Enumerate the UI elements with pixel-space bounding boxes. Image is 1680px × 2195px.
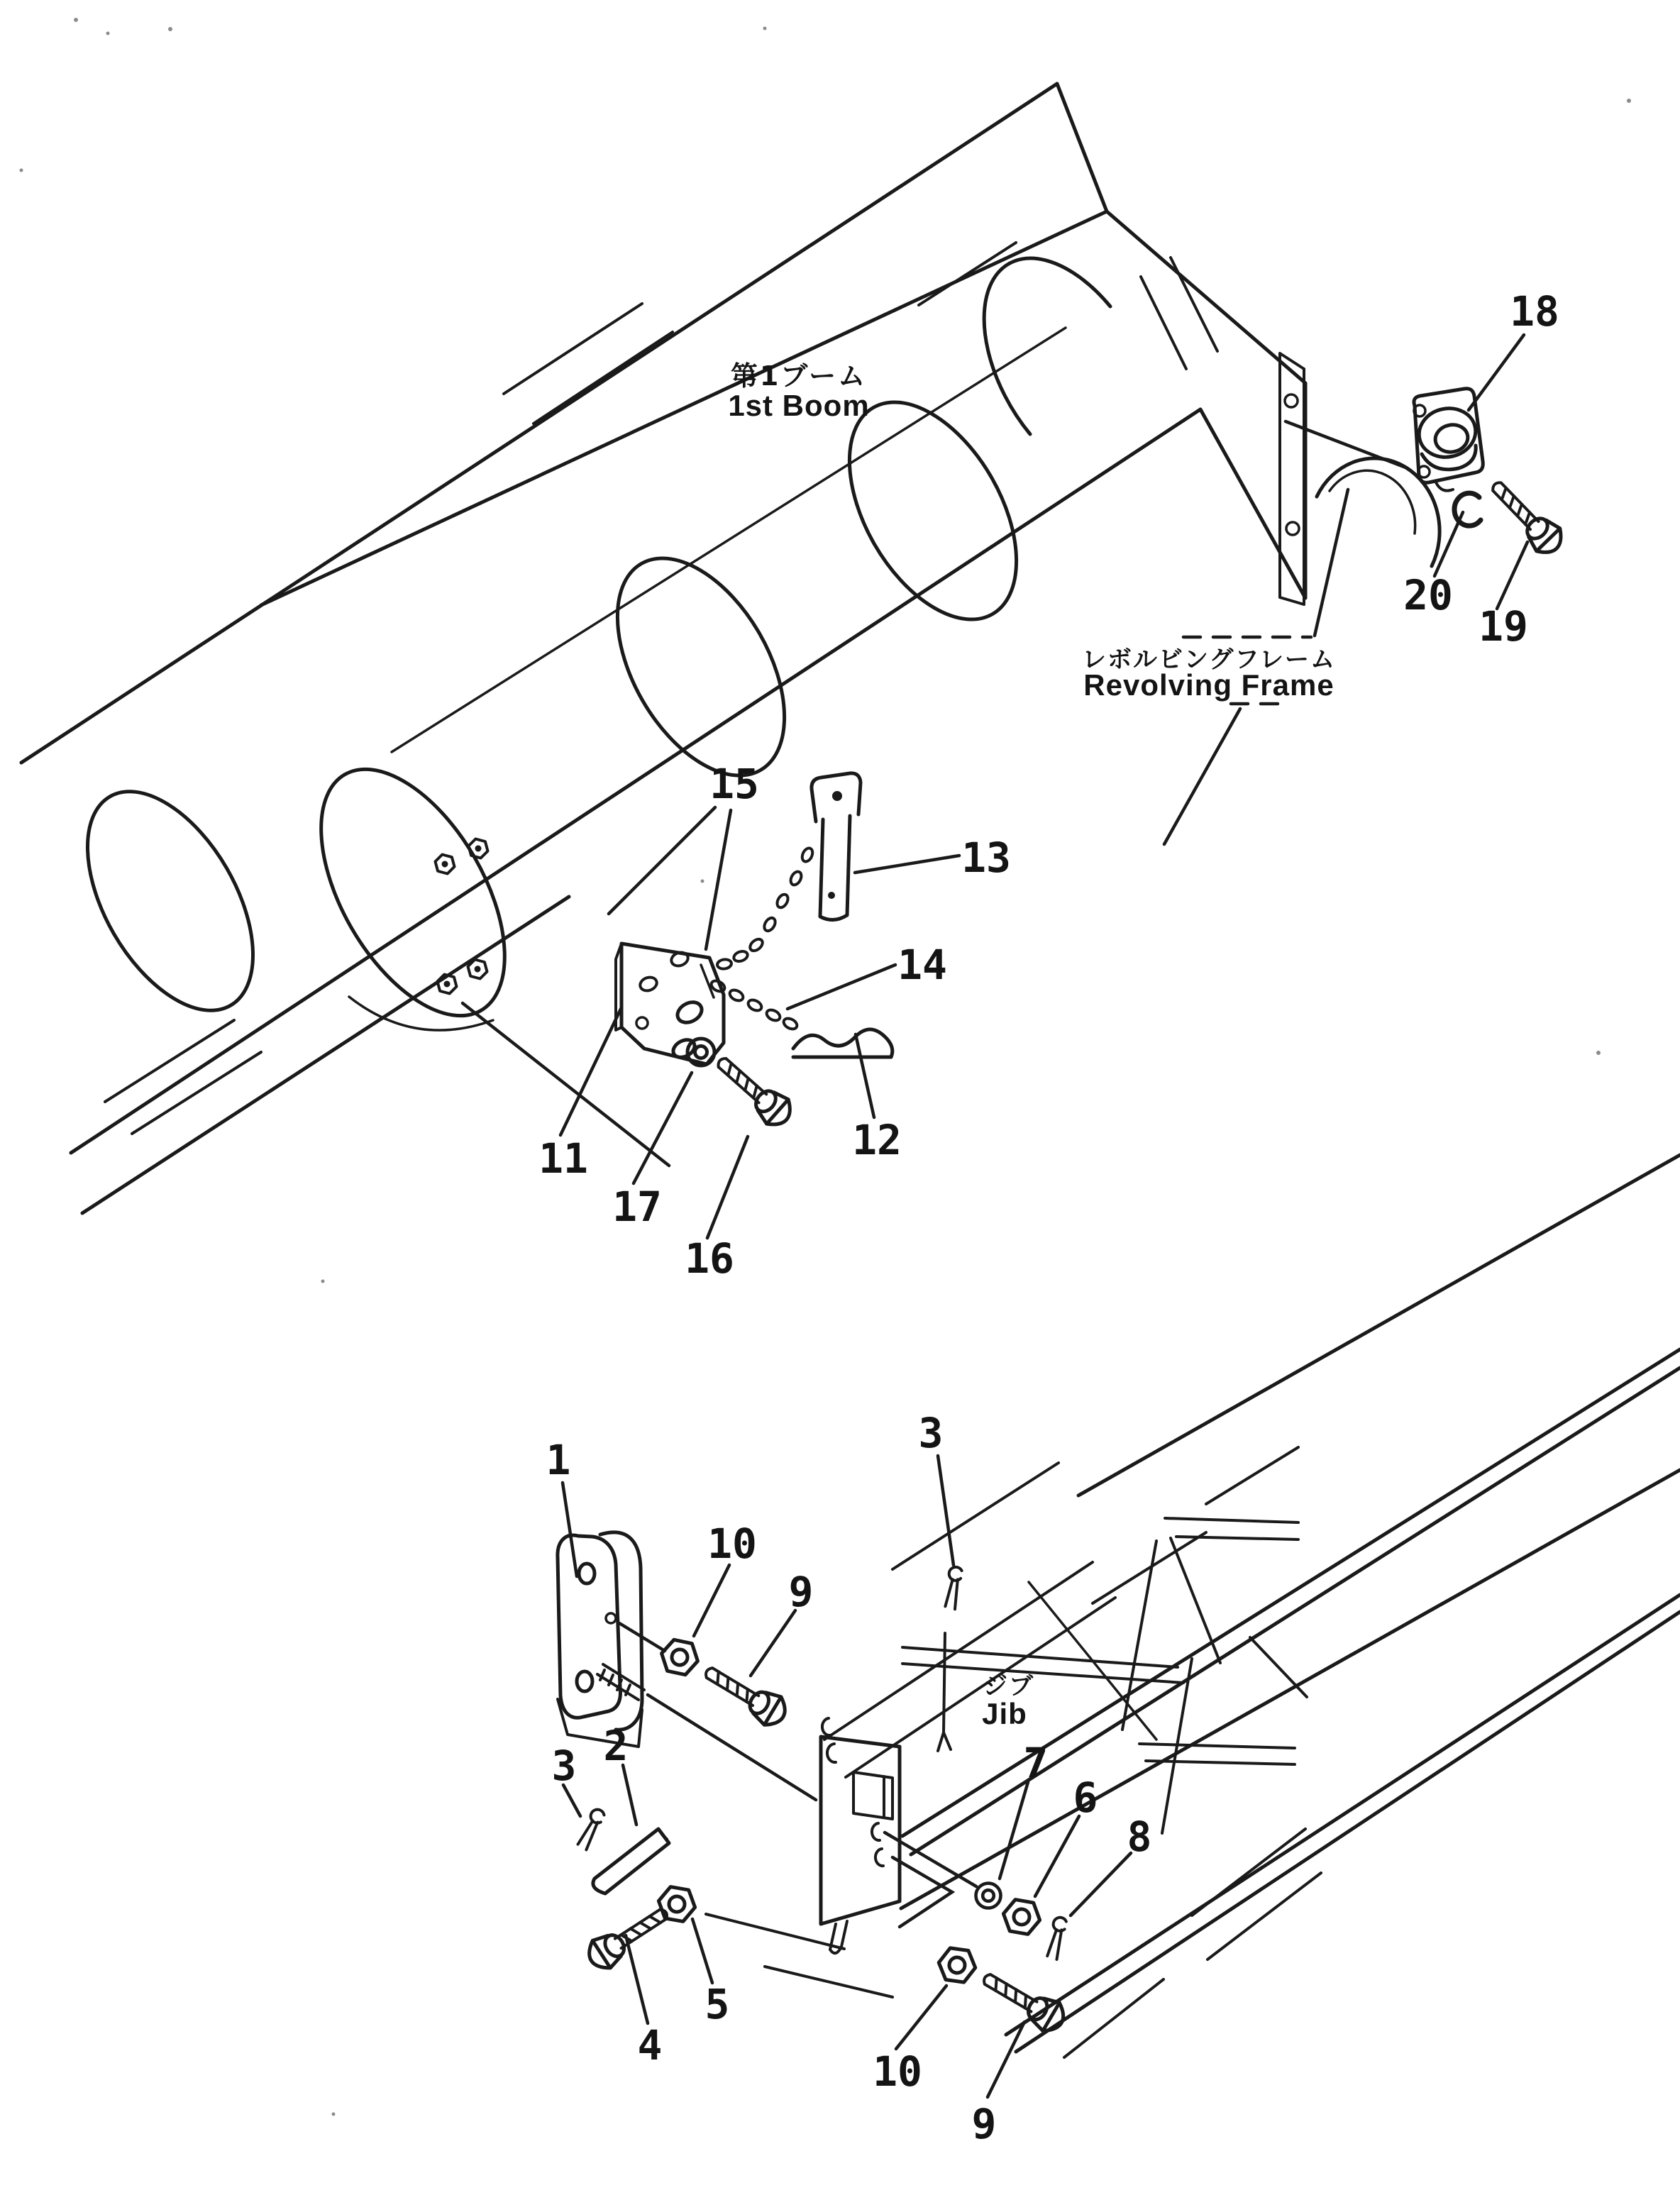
cotter-8 [1046, 1916, 1067, 1959]
bracket-18-tab [1436, 482, 1453, 491]
scan-speckles [20, 18, 1632, 2116]
boom-end-top-edge [1057, 84, 1107, 211]
pin-13-hole [832, 791, 842, 801]
callout-11-leader [560, 1007, 621, 1135]
callout-11: 11 [538, 1134, 588, 1183]
callout-2: 2 [603, 1722, 629, 1770]
callout-2-leader [623, 1765, 636, 1825]
cotter-3-top [944, 1566, 962, 1610]
jib-plate-clip-4 [875, 1849, 883, 1866]
pin-13 [812, 773, 861, 920]
callout-17: 17 [612, 1183, 662, 1231]
callout-18: 18 [1510, 287, 1559, 336]
callout-15-leader [706, 810, 731, 949]
link-1-bottom-hole [577, 1671, 592, 1691]
callout-18-leader [1469, 335, 1524, 410]
link-1-small-hole [606, 1613, 616, 1623]
boom-mount-bolt-2 [466, 838, 490, 860]
jib-link-assembly [558, 1532, 1070, 2037]
callout-5-leader [692, 1919, 712, 1983]
lynch-pin-12 [793, 1029, 892, 1057]
boom-hole-4-partial [984, 258, 1110, 434]
callout-1-leader [563, 1483, 577, 1576]
jib-brace-2 [1171, 1538, 1220, 1663]
callout-10-upper-leader [694, 1565, 729, 1636]
boom-far-top-edge [21, 84, 1057, 763]
callout-9-lower: 9 [971, 2100, 997, 2148]
callout-10-upper: 10 [707, 1520, 757, 1568]
frame-leader-down [1164, 709, 1240, 844]
boom-hole-2 [583, 530, 819, 804]
boom-end-plate [1280, 353, 1304, 604]
callout-4-leader [626, 1935, 648, 2023]
jib-label-en: Jib [982, 1697, 1027, 1730]
callout-3-top-leader [938, 1456, 954, 1565]
callout-20: 20 [1403, 571, 1453, 619]
callout-17-leader [634, 1073, 692, 1183]
text-annotations [728, 360, 1348, 1730]
callout-9-upper: 9 [788, 1568, 814, 1616]
bracket-11-hole-2 [639, 975, 659, 993]
callout-13-leader [855, 856, 959, 873]
callout-16-leader [707, 1137, 748, 1238]
callout-13: 13 [961, 834, 1011, 882]
boom-end-face [1107, 211, 1305, 598]
link-1-foot [558, 1699, 642, 1747]
callout-5: 5 [704, 1980, 730, 2028]
frame-label-en: Revolving Frame [1083, 668, 1334, 702]
boom-near-top-edge [261, 211, 1107, 605]
callout-19-leader [1497, 542, 1527, 609]
callout-7: 7 [1023, 1739, 1049, 1787]
bolt-4 [582, 1898, 675, 1974]
bracket-11-slot-1 [674, 998, 705, 1027]
revolving-frame-bore-inner-arc [1330, 470, 1415, 533]
jib-end-plate-window [853, 1772, 892, 1819]
pin-2 [593, 1829, 669, 1893]
stop-bracket-assembly [1286, 389, 1569, 560]
boom-label-en: 1st Boom [728, 389, 870, 422]
frame-leader-up [1315, 490, 1348, 636]
jib-plate-clip-3 [872, 1823, 880, 1840]
callout-14-leader [788, 965, 895, 1009]
nut-5 [656, 1885, 697, 1923]
bolt-16 [709, 1049, 797, 1132]
jib-end-plate [821, 1737, 900, 1924]
end-plate-hole-bottom [1286, 522, 1299, 535]
boom-label-jp: 第1ブーム [730, 360, 868, 392]
jib-plate-clip-2 [827, 1744, 836, 1762]
bracket-11-bottom-hole [636, 1017, 648, 1029]
callout-3-left: 3 [551, 1742, 577, 1790]
callout-6: 6 [1073, 1774, 1098, 1822]
callout-4: 4 [637, 2021, 663, 2069]
boom-underside-edge [82, 897, 569, 1213]
jib-plate-clip-1 [822, 1718, 830, 1735]
callout-19: 19 [1479, 602, 1528, 651]
callout-15-leader [609, 807, 715, 914]
jib-rail-top [1165, 1518, 1298, 1539]
jib-rail-bottom [706, 1914, 892, 1997]
end-face-accent-lines [1141, 258, 1217, 369]
boom-hole-1 [283, 739, 542, 1046]
lock-pin-assembly [616, 773, 892, 1132]
callout-8: 8 [1127, 1813, 1152, 1861]
callout-3-top: 3 [918, 1409, 944, 1457]
callout-10-lower-leader [896, 1986, 946, 2049]
end-plate-hole-top [1285, 394, 1298, 407]
nut-7 [1000, 1898, 1042, 1935]
callout-12-leader [856, 1034, 874, 1117]
bolt-9-upper [698, 1657, 791, 1731]
jib-rail-lower [1139, 1744, 1295, 1764]
pin-13-notch [828, 892, 835, 899]
washer-6 [976, 1884, 1001, 1908]
nut-10-upper [658, 1638, 701, 1677]
boom-mount-bolt-3 [435, 973, 458, 995]
nut-10-lower [936, 1947, 978, 1984]
frame-label-jp: レボルビングフレーム [1082, 646, 1336, 674]
chain-14-upper [717, 846, 814, 970]
link-1-top-hole [579, 1564, 595, 1583]
jib-chord-top [1078, 1155, 1680, 1495]
callout-10-lower: 10 [873, 2047, 922, 2096]
callout-9-upper-leader [751, 1610, 795, 1676]
link-mount-line [648, 1695, 816, 1800]
jib-brace-4 [1250, 1637, 1307, 1697]
callout-15: 15 [709, 760, 759, 808]
jib-bottom-short-segs [1064, 1829, 1321, 2057]
callout-14: 14 [897, 941, 947, 989]
callout-8-leader [1071, 1853, 1131, 1915]
jib-label-jp: ジブ [983, 1672, 1034, 1701]
boom-mount-bolt-1 [433, 853, 456, 875]
callout-1: 1 [546, 1436, 571, 1484]
callout-12: 12 [852, 1116, 902, 1164]
boom-hole-left-partial [53, 764, 287, 1038]
callout-16: 16 [685, 1234, 734, 1283]
